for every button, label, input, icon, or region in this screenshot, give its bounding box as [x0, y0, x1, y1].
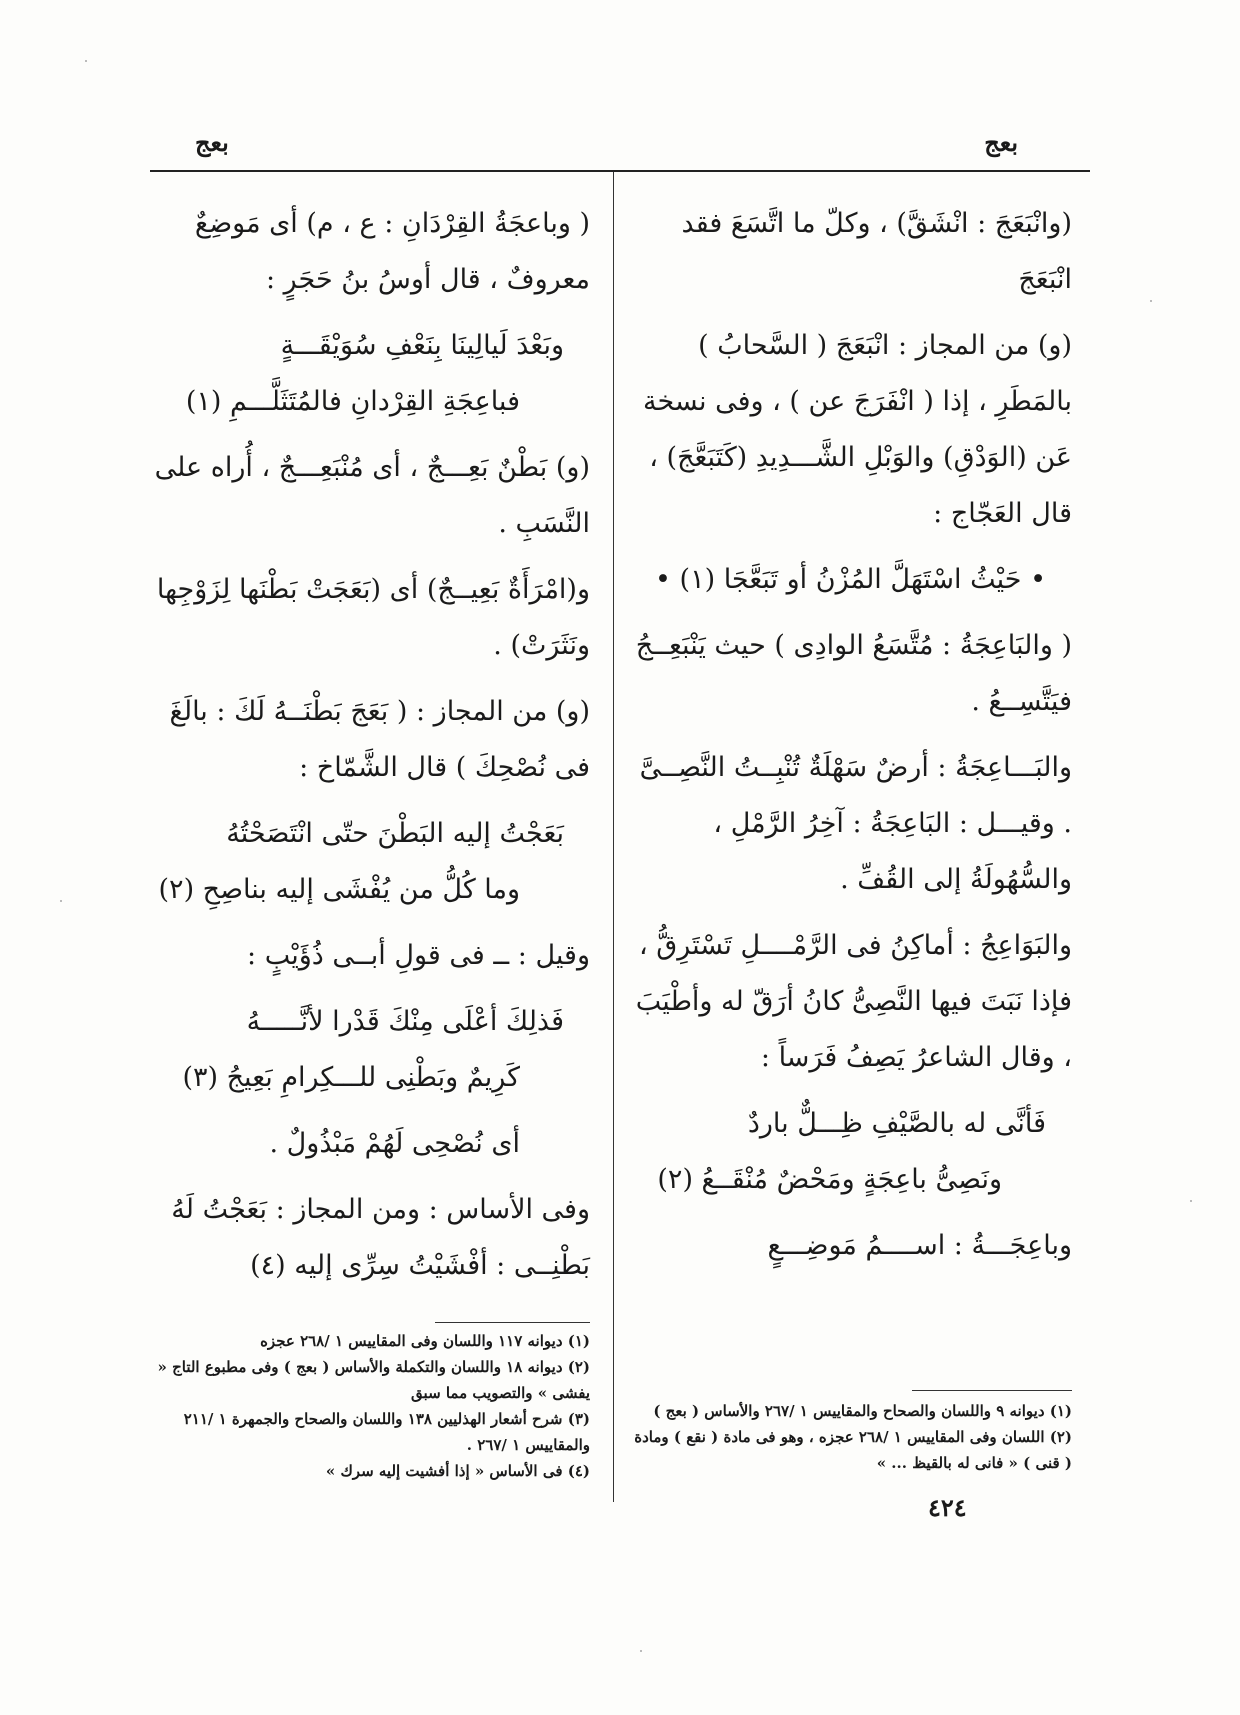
left-verse-3a: فَذلِكَ أعْلَى مِنْكَ قَدْرا لأنَّـــــهُ	[246, 1006, 564, 1037]
footnote-rule-right	[912, 1390, 1072, 1391]
footnote-rule-left	[435, 1322, 590, 1323]
footnote-left-3: (٣) شرح أشعار الهذليين ١٣٨ واللسان والصحاح والجمهرة ١ /٢١١ والمقاييس ١ /٢٦٧ .	[183, 1410, 590, 1454]
right-paragraph-3: ( والبَاعِجَةُ : مُتَّسَعُ الوادِى ) حيث يَنْبَعِــجُ فيَتَّسِــعُ .	[635, 630, 1072, 717]
running-head-left: بعج	[195, 128, 229, 157]
left-verse-1a: وبَعْدَ لَيالِينَا بِنَعْفِ سُوَيْقَـــةٍ	[280, 330, 564, 361]
scan-speck	[85, 60, 87, 62]
footnotes-right	[632, 1398, 1072, 1476]
left-paragraph-6: أى نُصْحِى لَهُمْ مَبْذُولٌ .	[269, 1128, 520, 1159]
page-number: ٤٢٤	[928, 1493, 967, 1522]
scan-speck	[1150, 300, 1152, 302]
left-paragraph-4: (و) من المجاز : ( بَعَجَ بَطْنَــهُ لَكَ : بالَغَ فى نُصْحِكَ ) قال الشَّمّاخ :	[169, 696, 590, 783]
left-verse-2a: بَعَجْتُ إليه البَطْنَ حتّى انْتَصَحْتُهُ	[226, 818, 564, 849]
right-paragraph-2: (و) من المجاز : انْبَعَجَ ( السَّحابُ ) بالمَطَرِ ، إذا ( انْفَرَجَ عن ) ، وفى نسخة عَن (الوَدْقِ) والوَبْلِ الشَّـــدِيدِ (كَتَبَعَّجَ) ، قال العَجّاج :	[642, 330, 1072, 529]
scan-speck	[60, 900, 62, 902]
running-head-right: بعج	[984, 128, 1018, 157]
left-paragraph-5: وقيل : ــ فى قولِ أبــى ذُؤَيْبٍ :	[247, 940, 590, 971]
footnote-right-2: (٢) اللسان وفى المقاييس ١ /٢٦٨ عجزه ، وهو فى مادة ( نقع ) ومادة ( قنى ) « فانى له بالقيظ ... »	[634, 1428, 1072, 1472]
left-column	[150, 196, 590, 1304]
footnote-right-1: (١) ديوانه ٩ واللسان والصحاح والمقاييس ١ /٢٦٧ والأساس ( بعج )	[653, 1402, 1072, 1420]
right-verse-rajaz: • حَيْثُ اسْتَهَلَّ المُزْنُ أو تَبَعَّجَا (١) •	[655, 564, 1046, 595]
left-verse-1b: فباعِجَةِ القِرْدانِ فالمُتَثَلَّـــمِ (١)	[185, 386, 520, 417]
right-last-line: وباعِجَـــةُ : اســــمُ مَوضِـــعٍ	[767, 1230, 1072, 1261]
footnote-left-2: (٢) ديوانه ١٨ واللسان والتكملة والأساس ( بعج ) وفى مطبوع التاج « يفشى » والتصويب مما سبق	[157, 1358, 590, 1402]
left-paragraph-7: وفى الأساس : ومن المجاز : بَعَجْتُ لَهُ بَطْنِــى : أفْشَيْتُ سِرِّى إليه (٤)	[171, 1194, 590, 1281]
left-verse-2b: وما كُلُّ من يُفْشَى إليه بناصِحِ (٢)	[158, 874, 520, 905]
left-verse-3b: كَرِيمٌ وبَطْنِى للـــكِرامِ بَعِيجُ (٣)	[182, 1062, 520, 1093]
right-verse-2: ونَصِىُّ باعِجَةٍ ومَحْضٌ مُنْقَــعُ (٢)	[657, 1164, 1002, 1195]
footnotes-left	[150, 1328, 590, 1484]
footnote-left-4: (٤) فى الأساس « إذا أفشيت إليه سرك »	[325, 1462, 590, 1480]
scan-speck	[1190, 1200, 1192, 1202]
column-divider	[613, 172, 614, 1502]
footnote-left-1: (١) ديوانه ١١٧ واللسان وفى المقاييس ١ /٢٦٨ عجزه	[260, 1332, 590, 1350]
scan-speck	[640, 1650, 642, 1652]
right-paragraph-5: والبَوَاعِجُ : أماكِنُ فى الرَّمْــــلِ تَسْتَرِقُّ ، فإذا نَبَتَ فيها النَّصِىُّ كانُ أرَقّ له وأطْيَبَ ، وقال الشاعرُ يَصِفُ فَرَساً :	[635, 930, 1072, 1073]
right-paragraph-1: (وانْبَعَجَ : انْشَقَّ) ، وكلّ ما اتَّسَعَ فقد انْبَعَجَ	[681, 208, 1072, 295]
left-paragraph-3: و(امْرَأَةٌ بَعِيــجٌ) أى (بَعَجَتْ بَطْنَها لِزَوْجِها ونَثَرَتْ) .	[156, 574, 590, 661]
right-paragraph-4: والبَـــاعِجَةُ : أرضٌ سَهْلَةٌ تُنْبِــتُ النَّصِــىَّ . وقيـــل : البَاعِجَةُ : آخِرُ الرَّمْلِ ، والسُّهُولَةُ إلى القُفِّ .	[639, 752, 1072, 895]
right-verse-1: فَأنَّى له بالصَّيْفِ ظِـــلٌّ باردٌ	[747, 1108, 1046, 1139]
right-column	[632, 196, 1072, 1284]
left-paragraph-1: ( وباعجَةُ القِرْدَانِ : ع ، م) أى مَوضِعٌ معروفٌ ، قال أوسُ بنُ حَجَرٍ :	[194, 208, 590, 295]
header-rule	[150, 170, 1090, 172]
left-paragraph-2: (و) بَطْنٌ بَعِـــجٌ ، أى مُنْبَعِـــجٌ ، أُراه على النَّسَبِ .	[154, 452, 590, 539]
